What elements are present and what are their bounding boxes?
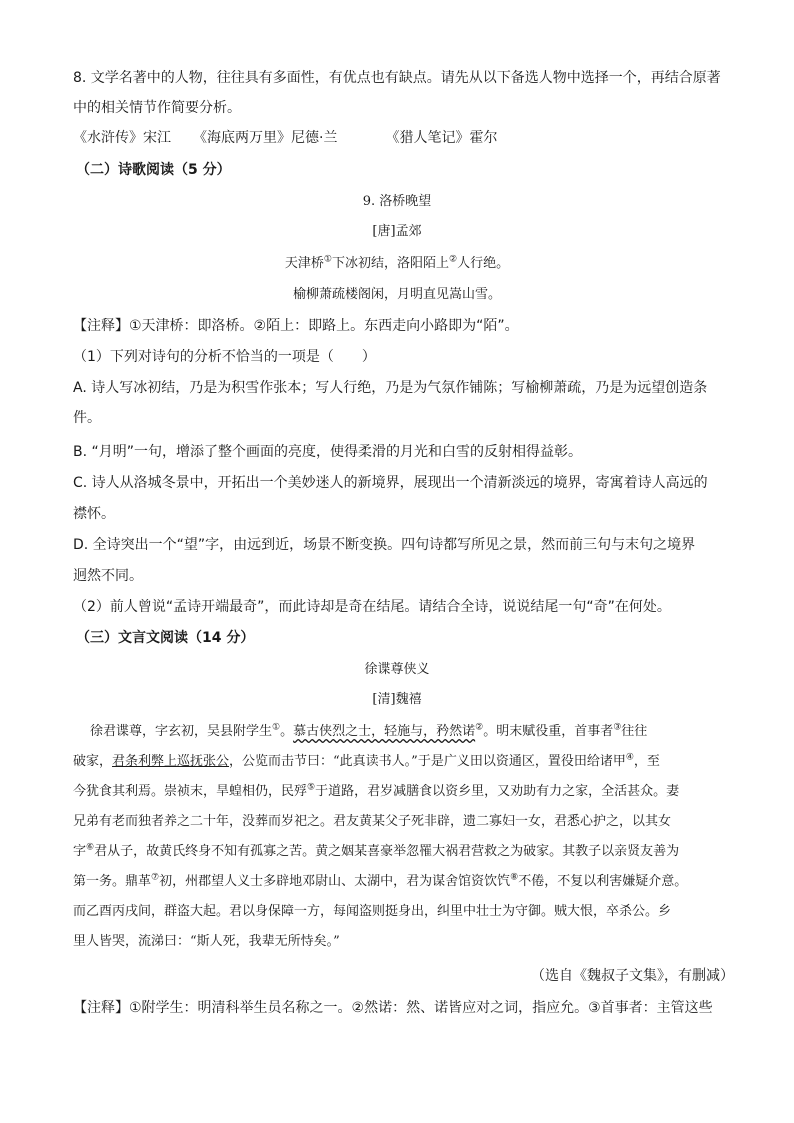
- verse-text: 下冰初结，洛阳陌上: [331, 256, 449, 271]
- classical-line-6: [73, 872, 734, 892]
- q8-option-3: 《猎人笔记》霍尔: [385, 130, 498, 146]
- text: ，至: [633, 754, 660, 769]
- text: 初，州郡望人义士多辟地邓尉山、太湖中，君为谋舍馆资饮饩: [159, 874, 511, 889]
- option-c-line-1: C. 诗人从洛城冬景中，开拓出一个美妙迷人的新境界，展现出一个清新淡远的境界，寄寓着诗人高远的: [73, 475, 708, 491]
- poem-note: 【注释】①天津桥：即洛桥。②陌上：即路上。东西走向小路即为“陌”。: [73, 318, 519, 334]
- classical-line-4: 兄弟有老而独者养之二十年，没葬而岁祀之。君友黄某父子死非辟，遗二寡妇一女，君悉心护之，以其女: [73, 814, 672, 829]
- classical-line-3: [73, 782, 734, 802]
- q8-line-1: 8. 文学名著中的人物，往往具有多面性，有优点也有缺点。请先从以下备选人物中选择一个，再结合原著: [73, 70, 721, 86]
- q8-line-2: 中的相关情节作简要分析。: [73, 100, 241, 116]
- text: ，公览而击节曰：“此真读书人。”于是广义田以资通区，置役田给诸甲: [229, 754, 626, 769]
- question-9-1: （1）下列对诗句的分析不恰当的一项是（ ）: [73, 349, 376, 365]
- classical-line-2: [73, 752, 734, 772]
- footnote-mark: ⑤: [307, 782, 316, 793]
- footnote-mark: ⑥: [86, 842, 95, 853]
- text: 徐君谍尊，字玄初，吴县附学生: [90, 724, 273, 739]
- footnote-mark: ②: [475, 722, 484, 733]
- classical-line-1: [90, 722, 734, 742]
- option-a-line-2: 件。: [73, 410, 101, 426]
- q8-option-1: 《水浒传》宋江: [73, 130, 171, 146]
- text: 往往: [621, 724, 648, 739]
- text: 今犹食其利焉。崇祯末，旱蝗相仍，民殍: [73, 784, 308, 799]
- text: 不倦，不复以利害嫌疑介意。: [518, 874, 688, 889]
- text: 。: [280, 724, 294, 739]
- text: 。明末赋役重，首事者: [483, 724, 614, 739]
- verse-text: 天津桥: [284, 256, 324, 271]
- option-b: B. “月明”一句，增添了整个画面的亮度，使得柔滑的月光和白雪的反射相得益彰。: [73, 444, 583, 460]
- text: 破家，: [73, 754, 113, 769]
- classical-line-7: 而乙酉丙戌间，群盗大起。君以身保障一方，每闻盗则挺身出，纠里中壮士为守御。贼大恨，卒杀公。乡: [73, 904, 672, 919]
- wavy-underlined-sentence: 慕古侠烈之士，轻施与，矜然诺: [293, 724, 476, 739]
- text: 于道路，君岁减膳食以资乡里，又劝助有力之家，全活甚众。妻: [315, 784, 680, 799]
- classical-source: （选自《魏叔子文集》，有删减）: [531, 968, 734, 984]
- question-9-2: （2）前人曾说“孟诗开端最奇”，而此诗却是奇在结尾。请结合全诗，说说结尾一句“奇”在何处。: [73, 599, 671, 615]
- text: 君从子，故黄氏终身不知有孤寡之苦。黄之姻某喜豪举忽罹大祸君营救之为破家。其教子以亲贤友善为: [94, 844, 680, 859]
- classical-line-5: [73, 842, 734, 862]
- poem-verse-2: 榆柳萧疏楼阁闲，月明直见嵩山雪。: [292, 287, 501, 302]
- q8-options: [73, 128, 734, 148]
- option-d-line-1: D. 全诗突出一个“望”字，由远到近，场景不断变换。四句诗都写所见之景，然而前三句与末句之境界: [73, 537, 696, 553]
- poem-title: 9. 洛桥晚望: [362, 194, 432, 209]
- classical-line-8: 里人皆哭，流涕曰：“斯人死，我辈无所恃矣。”: [73, 934, 340, 949]
- classical-author: [清]魏禧: [372, 692, 422, 707]
- q8-option-2: 《海底两万里》尼德·兰: [193, 130, 338, 146]
- footnote-mark: ②: [449, 254, 458, 265]
- poem-author: [唐]孟郊: [372, 224, 422, 239]
- section-2-heading: （二）诗歌阅读（5 分）: [76, 162, 231, 178]
- option-d-line-2: 迥然不同。: [73, 568, 143, 584]
- section-3-heading: （三）文言文阅读（14 分）: [76, 630, 255, 646]
- classical-title: 徐谍尊侠义: [364, 662, 430, 677]
- footnote-mark: ⑧: [510, 872, 519, 883]
- footnote-mark: ①: [323, 254, 332, 265]
- option-a-line-1: A. 诗人写冰初结，乃是为积雪作张本；写人行绝，乃是为气氛作铺陈；写榆柳萧疏，乃是为远望创造条: [73, 380, 708, 396]
- poem-verse-1: [0, 254, 794, 274]
- classical-note: 【注释】①附学生：明清科举生员名称之一。②然诺：然、诺皆应对之词，指应允。③首事者：主管这些: [73, 1000, 713, 1016]
- footnote-mark: ③: [613, 722, 622, 733]
- text: 字: [73, 844, 87, 859]
- footnote-mark: ⑦: [151, 872, 160, 883]
- option-c-line-2: 襟怀。: [73, 506, 115, 522]
- footnote-mark: ①: [272, 722, 281, 733]
- underlined-sentence: 君条利弊上巡抚张公: [112, 754, 230, 769]
- text: 第一务。鼎革: [73, 874, 152, 889]
- verse-text: 人行绝。: [457, 256, 510, 271]
- footnote-mark: ④: [625, 752, 634, 763]
